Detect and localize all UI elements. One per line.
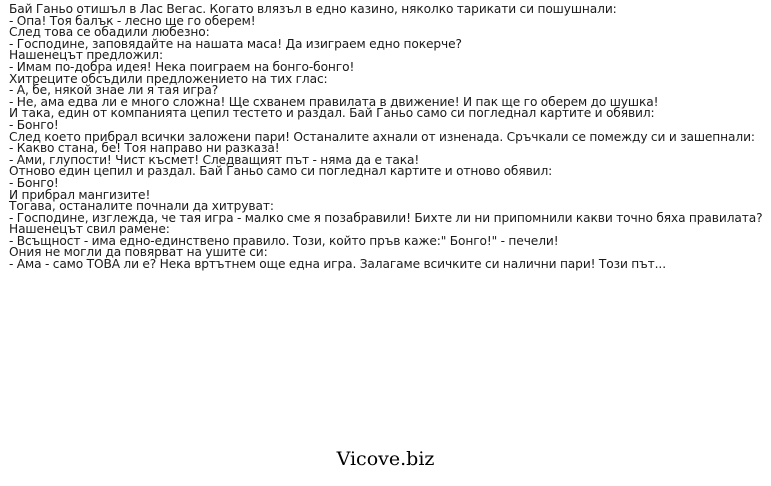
joke-line: - Опа! Тоя балък - лесно ще го оберем! xyxy=(9,13,256,28)
joke-line: - Всъщност - има едно-единствено правило. Този, който пръв каже:" Бонго!" - печели! xyxy=(9,233,559,248)
joke-line: Тогава, останалите почнали да хитруват: xyxy=(9,199,274,214)
joke-line: След което прибрал всички заложени пари! Останалите ахнали от изненада. Сръчкали се помежду си и зашепнали: xyxy=(9,129,755,144)
joke-line: - Господине, заповядайте на нашата маса! Да изиграем едно покерче? xyxy=(9,36,462,51)
joke-line: Бай Ганьо отишъл в Лас Вегас. Когато влязъл в едно казино, няколко тарикати си пошушнали: xyxy=(9,2,617,16)
joke-line: И така, един от компанията цепил тестето и раздал. Бай Ганьо само си погледнал картите и обявил: xyxy=(9,106,655,121)
joke-line: - Не, ама едва ли е много сложна! Ще схванем правилата в движение! И пак ще го оберем до шушка! xyxy=(9,94,659,109)
site-footer: Vicove.biz xyxy=(336,448,435,470)
joke-line: Отново един цепил и раздал. Бай Ганьо само си погледнал картите и отново обявил: xyxy=(9,164,553,179)
joke-line: И прибрал мангизите! xyxy=(9,187,151,202)
joke-line: - Имам по-добра идея! Нека поиграем на бонго-бонго! xyxy=(9,59,355,74)
joke-line: - Ами, глупости! Чист късмет! Следващият път - няма да е така! xyxy=(9,152,420,167)
joke-line: Нашенецът свил рамене: xyxy=(9,222,170,237)
joke-line: След това се обадили любезно: xyxy=(9,25,210,40)
joke-line: Ония не могли да повярват на ушите си: xyxy=(9,245,268,260)
joke-line: - Ама - само ТОВА ли е? Нека вртътнем още една игра. Залагаме всичките си налични пари! Този път... xyxy=(9,257,666,272)
joke-line: - Господине, изглежда, че тая игра - малко сме я позабравили! Бихте ли ни припомнили какви точно бяха правилата? xyxy=(9,210,763,225)
joke-line: - Бонго! xyxy=(9,117,59,132)
joke-line: Хитреците обсъдили предложението на тих глас: xyxy=(9,71,328,86)
joke-line: - А, бе, някой знае ли я тая игра? xyxy=(9,83,219,98)
joke-text xyxy=(9,4,765,271)
joke-line: - Какво стана, бе! Тоя направо ни разказа! xyxy=(9,141,280,156)
joke-line: - Бонго! xyxy=(9,175,59,190)
joke-line: Нашенецът предложил: xyxy=(9,48,164,63)
